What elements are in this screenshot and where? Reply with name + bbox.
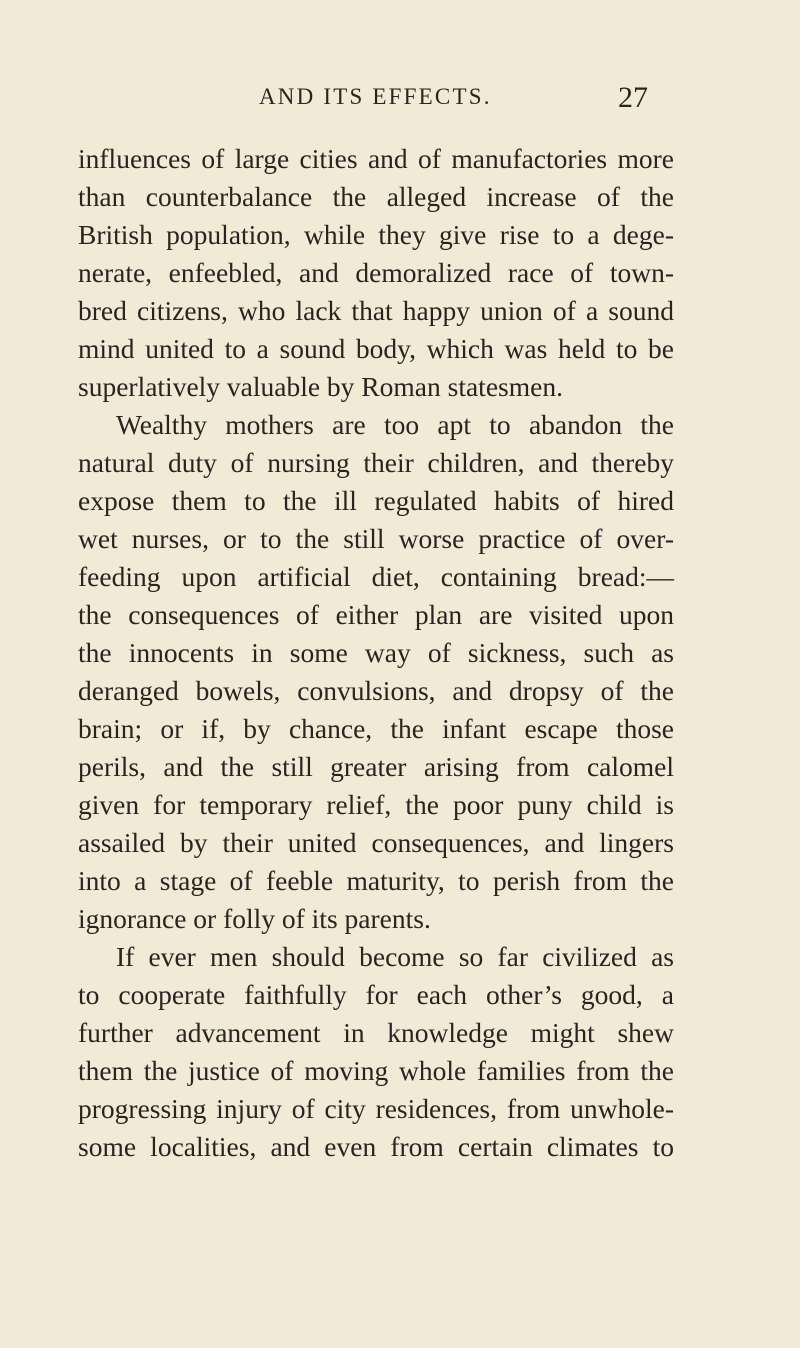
text-line: to cooperate faithfully for each other’s good, a xyxy=(78,979,674,1010)
text-line: natural duty of nursing their children, and thereby xyxy=(78,447,674,478)
text-line: wet nurses, or to the still worse practice of over- xyxy=(78,523,674,554)
text-line: brain; or if, by chance, the infant escape those xyxy=(78,713,674,744)
body-text xyxy=(78,140,674,1166)
text-line: nerate, enfeebled, and demoralized race of town- xyxy=(78,257,674,288)
page-number: 27 xyxy=(618,81,648,114)
text-line: than counterbalance the alleged increase of the xyxy=(78,181,674,212)
text-line: perils, and the still greater arising from calomel xyxy=(78,751,674,782)
text-line: some localities, and even from certain climates to xyxy=(78,1131,674,1162)
text-line: bred citizens, who lack that happy union of a sound xyxy=(78,295,674,326)
text-line: ignorance or folly of its parents. xyxy=(78,903,431,934)
text-line: deranged bowels, convulsions, and dropsy of the xyxy=(78,675,674,706)
text-line: given for temporary relief, the poor puny child is xyxy=(78,789,674,820)
text-line: feeding upon artificial diet, containing bread:— xyxy=(78,561,674,592)
running-head xyxy=(0,81,800,124)
text-line: them the justice of moving whole families from the xyxy=(78,1055,674,1086)
text-line: assailed by their united consequences, and lingers xyxy=(78,827,674,858)
text-line: the innocents in some way of sickness, such as xyxy=(78,637,674,668)
text-line: superlatively valuable by Roman statesmen. xyxy=(78,371,563,402)
text-line: into a stage of feeble maturity, to perish from the xyxy=(78,865,674,896)
text-line: the consequences of either plan are visited upon xyxy=(78,599,674,630)
text-line: influences of large cities and of manufactories more xyxy=(78,143,674,174)
text-line: progressing injury of city residences, from unwhole- xyxy=(78,1093,674,1124)
text-line: expose them to the ill regulated habits of hired xyxy=(78,485,674,516)
text-line: mind united to a sound body, which was held to be xyxy=(78,333,674,364)
text-line: Wealthy mothers are too apt to abandon the xyxy=(116,409,674,440)
text-line: If ever men should become so far civilized as xyxy=(116,941,674,972)
text-line: further advancement in knowledge might shew xyxy=(78,1017,674,1048)
text-line: British population, while they give rise to a dege- xyxy=(78,219,674,250)
running-title: AND ITS EFFECTS. xyxy=(259,84,492,109)
